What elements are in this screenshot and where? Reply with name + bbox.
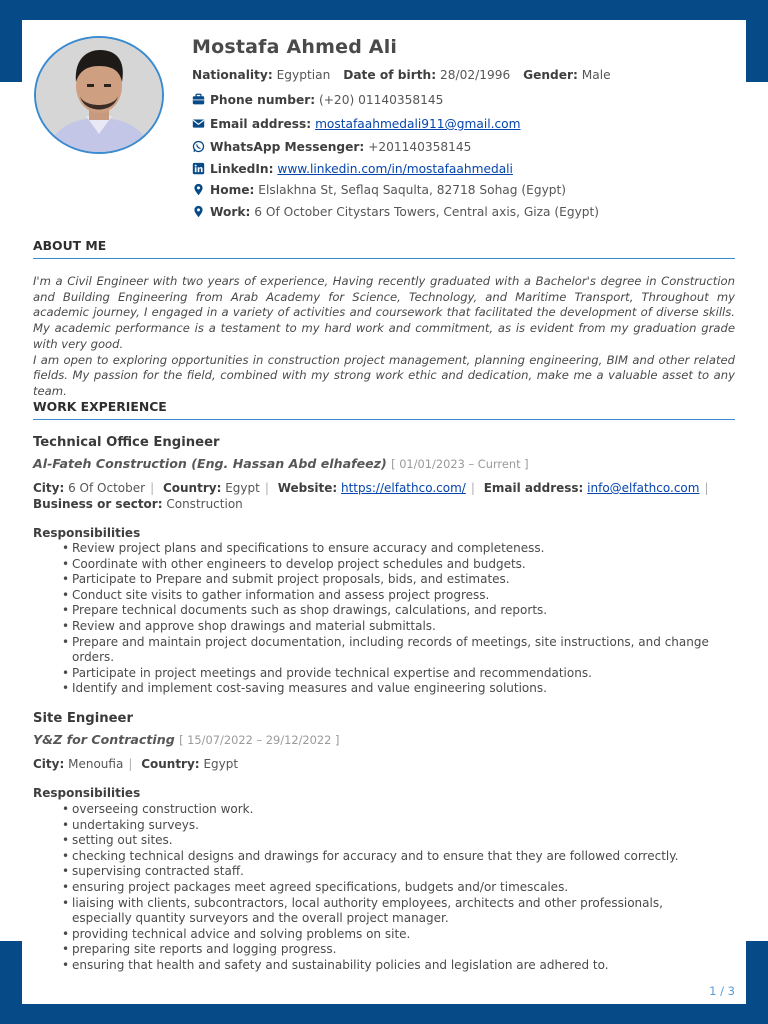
envelope-icon xyxy=(192,117,205,130)
personal-details-row xyxy=(192,67,611,83)
responsibilities-label: Responsibilities xyxy=(33,526,141,540)
whatsapp-value: +201140358145 xyxy=(368,140,472,154)
responsibility-item: • ensuring that health and safety and sustainability policies and legislation are adhered to. xyxy=(62,958,722,974)
whatsapp-label: WhatsApp Messenger: xyxy=(210,140,365,154)
responsibility-item: • preparing site reports and logging progress. xyxy=(62,942,722,958)
work-value: 6 Of October Citystars Towers, Central axis, Giza (Egypt) xyxy=(254,205,600,219)
linkedin-icon xyxy=(192,162,205,175)
responsibility-item: • Review and approve shop drawings and material submittals. xyxy=(62,619,722,635)
company-email-label: Email address: xyxy=(483,481,584,495)
job-meta: City: Menoufia | Country: Egypt xyxy=(33,757,239,771)
dob-label: Date of birth: xyxy=(343,68,437,82)
cv-page xyxy=(22,20,746,1004)
linkedin-row xyxy=(192,161,513,177)
whatsapp-icon xyxy=(192,140,205,153)
gender-value: Male xyxy=(581,68,611,82)
responsibility-item: • checking technical designs and drawings for accuracy and to ensure that they are followed correctly. xyxy=(62,849,722,865)
work-section-title: WORK EXPERIENCE xyxy=(33,399,735,420)
responsibilities-list xyxy=(62,802,722,974)
responsibility-item: • Prepare and maintain project documentation, including records of meetings, site instructions, and change orders. xyxy=(62,635,722,666)
dob-value: 28/02/1996 xyxy=(439,68,511,82)
responsibility-item: • setting out sites. xyxy=(62,833,722,849)
responsibility-item: • supervising contracted staff. xyxy=(62,864,722,880)
job-dates: [ 15/07/2022 – 29/12/2022 ] xyxy=(179,733,340,747)
responsibilities-label: Responsibilities xyxy=(33,786,141,800)
website-link[interactable]: https://elfathco.com/ xyxy=(341,481,466,495)
responsibility-item: • undertaking surveys. xyxy=(62,818,722,834)
location-pin-icon xyxy=(192,205,205,218)
city-label: City: xyxy=(33,757,65,771)
email-link[interactable]: mostafaahmedali911@gmail.com xyxy=(315,117,521,131)
responsibility-item: • Participate in project meetings and provide technical expertise and recommendations. xyxy=(62,666,722,682)
full-name: Mostafa Ahmed Ali xyxy=(192,36,398,58)
briefcase-icon xyxy=(192,93,205,106)
about-section-title: ABOUT ME xyxy=(33,238,735,259)
job-company xyxy=(33,456,529,471)
responsibility-item: • Conduct site visits to gather information and assess project progress. xyxy=(62,588,722,604)
email-row xyxy=(192,116,521,132)
about-paragraph: I am open to exploring opportunities in construction project management, planning engineering, BIM and other related fields. My passion for the field, combined with my strong work ethic and dedication, make me a valuable asset to any team. xyxy=(33,352,735,398)
country-value: Egypt xyxy=(203,757,239,771)
gender-label: Gender: xyxy=(523,68,578,82)
location-pin-icon xyxy=(192,183,205,196)
company-name: Al-Fateh Construction (Eng. Hassan Abd elhafeez) xyxy=(33,456,387,471)
work-label: Work: xyxy=(210,205,251,219)
whatsapp-row xyxy=(192,139,471,155)
responsibility-item: • overseeing construction work. xyxy=(62,802,722,818)
city-label: City: xyxy=(33,481,65,495)
responsibility-item: • Review project plans and specifications to ensure accuracy and completeness. xyxy=(62,541,722,557)
nationality-value: Egyptian xyxy=(276,68,331,82)
home-address-row xyxy=(192,182,566,198)
responsibility-item: • Prepare technical documents such as shop drawings, calculations, and reports. xyxy=(62,603,722,619)
responsibility-item: • providing technical advice and solving problems on site. xyxy=(62,927,722,943)
city-value: Menoufia xyxy=(68,757,124,771)
country-label: Country: xyxy=(162,481,222,495)
job-title: Site Engineer xyxy=(33,711,133,726)
city-value: 6 Of October xyxy=(68,481,146,495)
linkedin-label: LinkedIn: xyxy=(210,162,274,176)
responsibility-item: • Participate to Prepare and submit project proposals, bids, and estimates. xyxy=(62,572,722,588)
phone-label: Phone number: xyxy=(210,93,316,107)
responsibility-item: • Coordinate with other engineers to develop project schedules and budgets. xyxy=(62,557,722,573)
sector-label: Business or sector: xyxy=(33,497,163,511)
job-title: Technical Office Engineer xyxy=(33,435,220,450)
email-label: Email address: xyxy=(210,117,312,131)
responsibility-item: • Identify and implement cost-saving measures and value engineering solutions. xyxy=(62,681,722,697)
responsibility-item: • ensuring project packages meet agreed specifications, budgets and/or timescales. xyxy=(62,880,722,896)
country-value: Egypt xyxy=(225,481,260,495)
responsibility-item: • liaising with clients, subcontractors, local authority employees, architects and other professionals, especially quantity surveyors and the overall project manager. xyxy=(62,896,722,927)
home-label: Home: xyxy=(210,183,255,197)
phone-value: (+20) 01140358145 xyxy=(318,93,444,107)
company-email-link[interactable]: info@elfathco.com xyxy=(587,481,700,495)
job-company xyxy=(33,732,339,747)
home-value: Elslakhna St, Seflaq Saqulta, 82718 Sohag (Egypt) xyxy=(258,183,567,197)
job-dates: [ 01/01/2023 – Current ] xyxy=(391,457,529,471)
sector-value: Construction xyxy=(166,497,243,511)
page-number: 1 / 3 xyxy=(709,984,735,998)
responsibilities-list xyxy=(62,541,722,697)
linkedin-link[interactable]: www.linkedin.com/in/mostafaahmedali xyxy=(277,162,513,176)
phone-row xyxy=(192,92,443,108)
work-address-row xyxy=(192,204,599,220)
nationality-label: Nationality: xyxy=(192,68,273,82)
about-paragraph: I'm a Civil Engineer with two years of experience, Having recently graduated with a Bachelor's degree in Construction and Building Engineering from Arab Academy for Science, Technology, and Maritime Transport, Throughout my academic journey, I engaged in a variety of activities and coursework that facilitated the development of diverse skills. My academic performance is a testament to my hard work and commitment, as is evident from my graduation grade with very good. xyxy=(33,274,735,351)
country-label: Country: xyxy=(141,757,200,771)
website-label: Website: xyxy=(277,481,338,495)
job-meta: City: 6 Of October | Country: Egypt | Website: https://elfathco.com/ | Email address: info@elfathco.com | Business or sector: Construction xyxy=(33,481,709,511)
company-name: Y&Z for Contracting xyxy=(33,732,175,747)
about-text xyxy=(33,274,735,400)
profile-photo xyxy=(34,36,164,154)
